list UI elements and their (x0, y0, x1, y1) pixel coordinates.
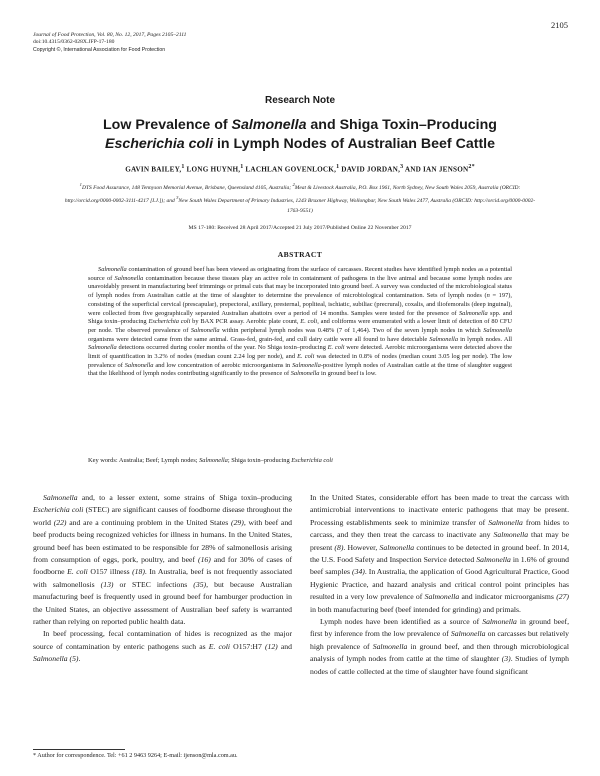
body-paragraph: In beef processing, fecal contamination of hides is recognized as the major source of contamination by enteric pathogens such as E. coli O157:H7 (12) and Salmonella (5). (33, 629, 292, 664)
footnote-divider (33, 749, 125, 750)
section-label: Research Note (264, 95, 336, 106)
correspondence-footnote: * Author for correspondence. Tel: +61 2 9463 9264; E-mail: ijenson@mla.com.au. (33, 752, 238, 759)
abstract-body: Salmonella contamination of ground beef has been viewed as originating from the surface of carcasses. Recent studies have identified lymph nodes as a potential source of Salmonella contamination because these tissues play an active role in containment of pathogens in the live animal and because some lymph nodes are unavoidably present in manufacturing beef trimmings or primal cuts that may be incorporated into ground beef. A survey was conducted of the microbiological status of lymph nodes from Australian cattle at the time of slaughter to determine the prevalence of microbiological contamination. Sets of lymph nodes (n = 197), consisting of the superficial cervical (prescapular), prepectoral, axillary, presternal, popliteal, ischiatic, subiliac (precrural), coxalis, and iliofemoralis (deep inguinal), were collected from five geographically separated Australian abattoirs over a period of 14 months. Samples were tested for the presence of Salmonella spp. and Shiga toxin–producing Escherichia coli by BAX PCR assay. Aerobic plate count, E. coli, and coliforms were enumerated with a lower limit of detection of 80 CFU per node. The observed prevalence of Salmonella within peripheral lymph nodes was 0.48% (7 of 1,464). Two of the seven lymph nodes in which Salmonella organisms were detected came from the same animal. Grass-fed, grain-fed, and cull dairy cattle were all found to have detectable Salmonella in lymph nodes. All Salmonella detections occurred during cooler months of the year. No Shiga toxin–producing E. coli were detected. Aerobic microorganisms were detected above the limit of quantification in 3.2% of nodes (median count 2.24 log per node), and E. coli was detected in 0.8% of nodes (median count 3.05 log per node). The low prevalence of Salmonella and low concentration of aerobic microorganisms in Salmonella-positive lymph nodes of Australian cattle at the time of slaughter suggest that the likelihood of lymph nodes contributing significantly to the presence of Salmonella in ground beef is low. (88, 266, 513, 378)
journal-meta (33, 32, 186, 54)
journal-citation: Journal of Food Protection, Vol. 80, No. 12, 2017, Pages 2105–2111 (33, 32, 187, 38)
body-paragraph: In the United States, considerable effort has been made to treat the carcass with antimicrobial interventions to inactivate enteric pathogens that may be present. Processing establishments seek to minimize transfer of Salmonella from hides to carcass, and they then treat the carcass to inactivate any Salmonella that may be present (8). However, Salmonella continues to be detected in ground beef. In 2014, the U.S. Food Safety and Inspection Service detected Salmonella in 1.6% of ground beef samples (34). In Australia, the application of Good Agricultural Practice, Good Hygienic Practice, and hazard analysis and critical control point principles has resulted in a very low prevalence of Salmonella and indicator microorganisms (27) in both manufacturing beef (beef intended for grinding) and primals. (310, 493, 570, 614)
article-title: Low Prevalence of Salmonella and Shiga Toxin–Producing Escherichia coli in Lymph Nodes of Australian Beef Cattle (103, 117, 497, 152)
abstract-heading: ABSTRACT (277, 250, 323, 259)
body-paragraph: Salmonella and, to a lesser extent, some strains of Shiga toxin–producing Escherichia coli (STEC) are significant causes of foodborne disease throughout the world (22) and are a continuing problem in the United States (29), with beef and beef products being recognized vehicles for illness in humans. In the United States, ground beef has been estimated to be responsible for 28% of salmonellosis arising from consumption of eggs, pork, poultry, and beef (16) and for 30% of cases of foodborne E. coli O157 illness (18). In Australia, beef is not frequently associated with salmonellosis (13) or STEC infections (35), but because Australian manufacturing beef is frequently used in ground beef for hamburger production in the United States, an objective assessment of Australian beef safety is warranted rather than relying on reported public health data. (33, 493, 293, 627)
body-paragraph: Lymph nodes have been identified as a source of Salmonella in ground beef, first by inference from the low prevalence of Salmonella on carcasses but relatively high prevalence of Salmonella in ground beef, and then through microbiological analysis of lymph nodes from cattle at the time of slaughter (3). Studies of lymph nodes of cattle collected at the time of slaughter have found significant (310, 617, 570, 676)
body-column-left (33, 492, 292, 666)
journal-copyright: Copyright ©, International Association for Food Protection (33, 46, 166, 53)
body-column-right (310, 492, 569, 678)
page-number: 2105 (551, 20, 568, 30)
keywords: Key words: Australia; Beef; Lymph nodes; Salmonella; Shiga toxin–producing Escherichia coli (88, 457, 333, 464)
affiliations: $^1$DTS Food Assurance, 148 Tennyson Memorial Avenue, Brisbane, Queensland 4105, Australia; $^2$Meat & Livestock Australia, P.O. Box 1961, North Sydney, New South Wales 2059, Australia (ORCID: http://orcid.org/0000-0002-3111-4217 [I.J.]); and $^3$New South Wales Department of Primary Industries, 1243 Bruxner Highway, Wollongbar, New South Wales 2477, Australia (ORCID: http://orcid.org/0000-0002-1763-9551) (64, 182, 536, 214)
manuscript-dates: MS 17-180: Received 28 April 2017/Accepted 21 July 2017/Published Online 22 November 2017 (188, 225, 412, 231)
journal-doi[interactable]: doi:10.4315/0362-028X.JFP-17-180 (33, 39, 115, 46)
author-list: GAVIN BAILEY,$^1$ LONG HUYNH,$^1$ LACHLAN GOVENLOCK,$^1$ DAVID JORDAN,$^3$ AND IAN $JENSON^{2*}$ (125, 164, 475, 174)
